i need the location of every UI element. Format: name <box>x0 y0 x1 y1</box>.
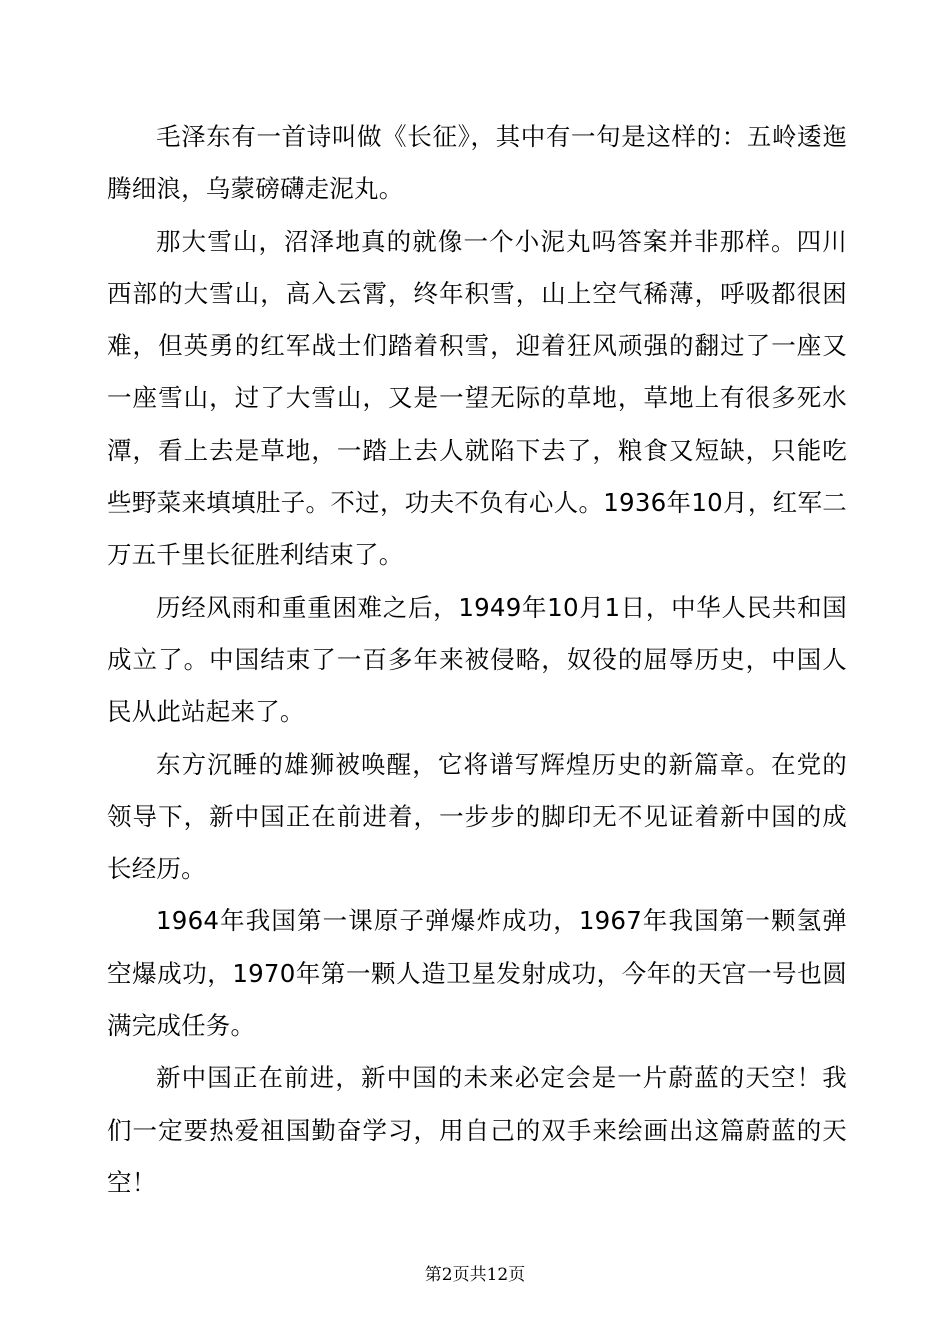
document-body <box>107 111 847 1209</box>
paragraph-snow-mountain: 那大雪山，沼泽地真的就像一个小泥丸吗答案并非那样。四川西部的大雪山，高入云霄，终年积雪，山上空气稀薄，呼吸都很困难，但英勇的红军战士们踏着积雪，迎着狂风顽强的翻过了一座又一座雪山，过了大雪山，又是一望无际的草地，草地上有很多死水潭，看上去是草地，一踏上去人就陷下去了，粮食又短缺，只能吃些野菜来填填肚子。不过，功夫不负有心人。1936年10月，红军二万五千里长征胜利结束了。 <box>107 226 847 570</box>
paragraph-future: 新中国正在前进，新中国的未来必定会是一片蔚蓝的天空！我们一定要热爱祖国勤奋学习，用自己的双手来绘画出这篇蔚蓝的天空！ <box>107 1063 847 1197</box>
paragraph-awakening-lion: 东方沉睡的雄狮被唤醒，它将谱写辉煌历史的新篇章。在党的领导下，新中国正在前进着，一步步的脚印无不见证着新中国的成长经历。 <box>107 749 847 884</box>
page-number-footer: 第2页共12页 <box>424 1265 526 1285</box>
paragraph-achievements: 1964年我国第一课原子弹爆炸成功，1967年我国第一颗氢弹空爆成功，1970年第一颗人造卫星发射成功，今年的天宫一号也圆满完成任务。 <box>107 906 847 1041</box>
paragraph-founding: 历经风雨和重重困难之后，1949年10月1日，中华人民共和国成立了。中国结束了一百多年来被侵略，奴役的屈辱历史，中国人民从此站起来了。 <box>107 592 847 727</box>
paragraph-long-march-poem: 毛泽东有一首诗叫做《长征》，其中有一句是这样的：五岭逶迤腾细浪，乌蒙磅礴走泥丸。 <box>107 122 847 204</box>
